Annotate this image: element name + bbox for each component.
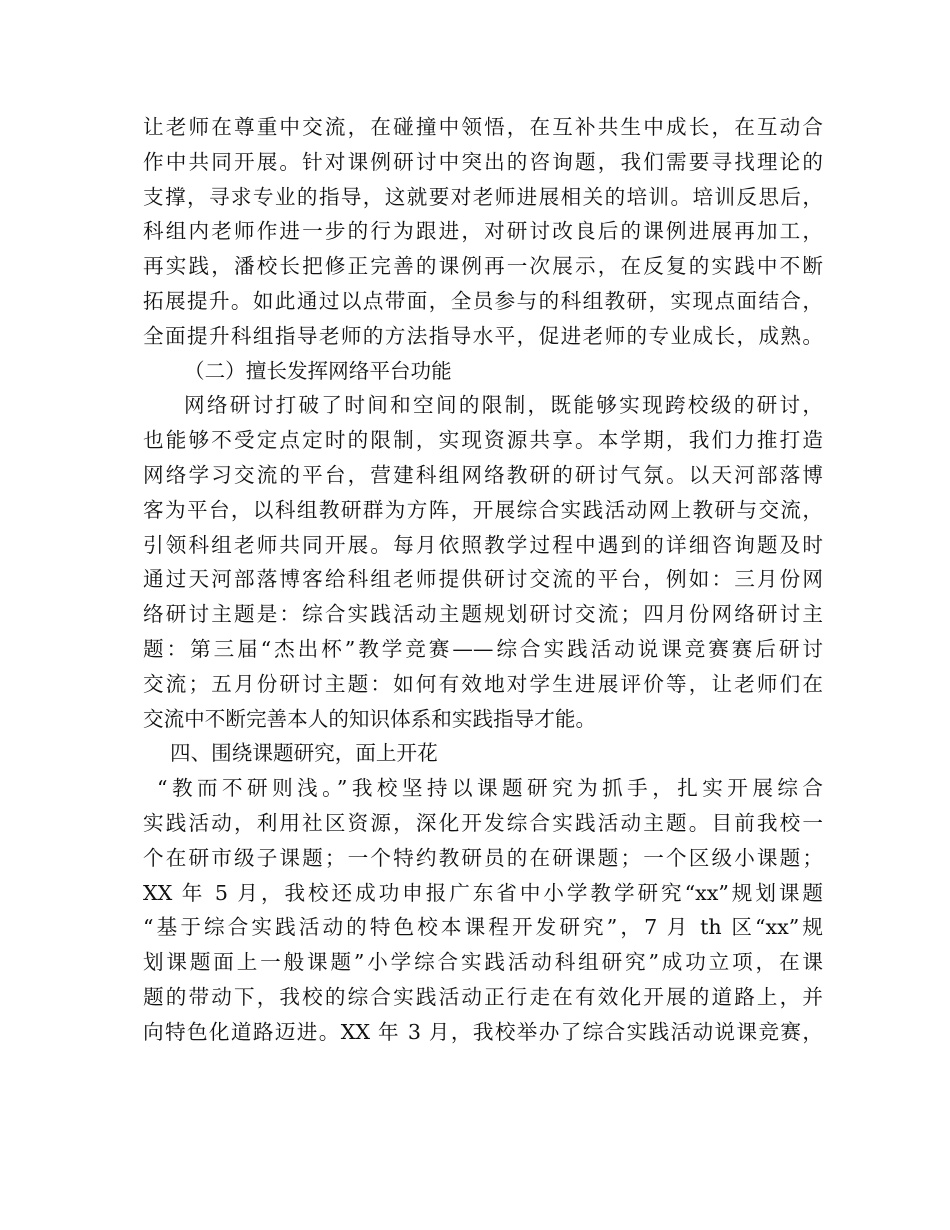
text-line: 拓展提升。如此通过以点带面，全员参与的科组教研，实现点面结合， [143,288,823,313]
text-line: 络研讨主题是：综合实践活动主题规划研讨交流；四月份网络研讨主 [143,602,823,627]
text-line: “基于综合实践活动的特色校本课程开发研究”，7 月 th 区“xx”规 [143,915,823,940]
text-line: 作中共同开展。针对课例研讨中突出的咨询题，我们需要寻找理论的 [143,149,823,174]
text-line: 客为平台，以科组教研群为方阵，开展综合实践活动网上教研与交流， [143,497,823,522]
text-line: 个在研市级子课题；一个特约教研员的在研课题；一个区级小课题； [143,845,823,870]
text-line: 引领科组老师共同开展。每月依照教学过程中遇到的详细咨询题及时 [143,532,823,557]
text-line: 划课题面上一般课题”小学综合实践活动科组研究”成功立项，在课 [143,950,823,975]
paragraph-first-line: 网络研讨打破了时间和空间的限制，既能够实现跨校级的研讨， [184,393,823,418]
text-line: 也能够不受定点定时的限制，实现资源共享。本学期，我们力推打造 [143,428,823,453]
paragraph-last-line: 交流中不断完善本人的知识体系和实践指导才能。 [143,706,597,731]
text-line: 题的带动下，我校的综合实践活动正行走在有效化开展的道路上，并 [143,984,823,1009]
section-heading: 四、围绕课题研究，面上开花 [170,741,438,766]
text-line: 通过天河部落博客给科组老师提供研讨交流的平台，例如：三月份网 [143,567,823,592]
section-heading: （二）擅长发挥网络平台功能 [184,358,452,383]
text-line: 实践活动，利用社区资源，深化开发综合实践活动主题。目前我校一 [143,810,823,835]
text-line: 再实践，潘校长把修正完善的课例再一次展示，在反复的实践中不断 [143,254,823,279]
text-line: 全面提升科组指导老师的方法指导水平，促进老师的专业成长，成熟。 [143,323,823,348]
text-line: 交流；五月份研讨主题：如何有效地对学生进展评价等，让老师们在 [143,671,823,696]
text-line: 让老师在尊重中交流，在碰撞中领悟，在互补共生中成长，在互动合 [143,115,823,139]
text-line: 科组内老师作进一步的行为跟进，对研讨改良后的课例进展再加工， [143,219,823,244]
text-line: 网络学习交流的平台，营建科组网络教研的研讨气氛。以天河部落博 [143,462,823,487]
text-line: 向特色化道路迈进。XX 年 3 月，我校举办了综合实践活动说课竞赛， [143,1019,823,1044]
paragraph-first-line: “教而不研则浅。”我校坚持以课题研究为抓手，扎实开展综合 [157,776,823,801]
text-line: 题：第三届“杰出杯”教学竞赛——综合实践活动说课竞赛赛后研讨 [143,636,823,661]
body-text [143,110,823,1050]
text-line: XX 年 5 月，我校还成功申报广东省中小学教学研究“xx”规划课题 [143,880,823,905]
text-line: 支撑，寻求专业的指导，这就要对老师进展相关的培训。培训反思后， [143,184,823,209]
